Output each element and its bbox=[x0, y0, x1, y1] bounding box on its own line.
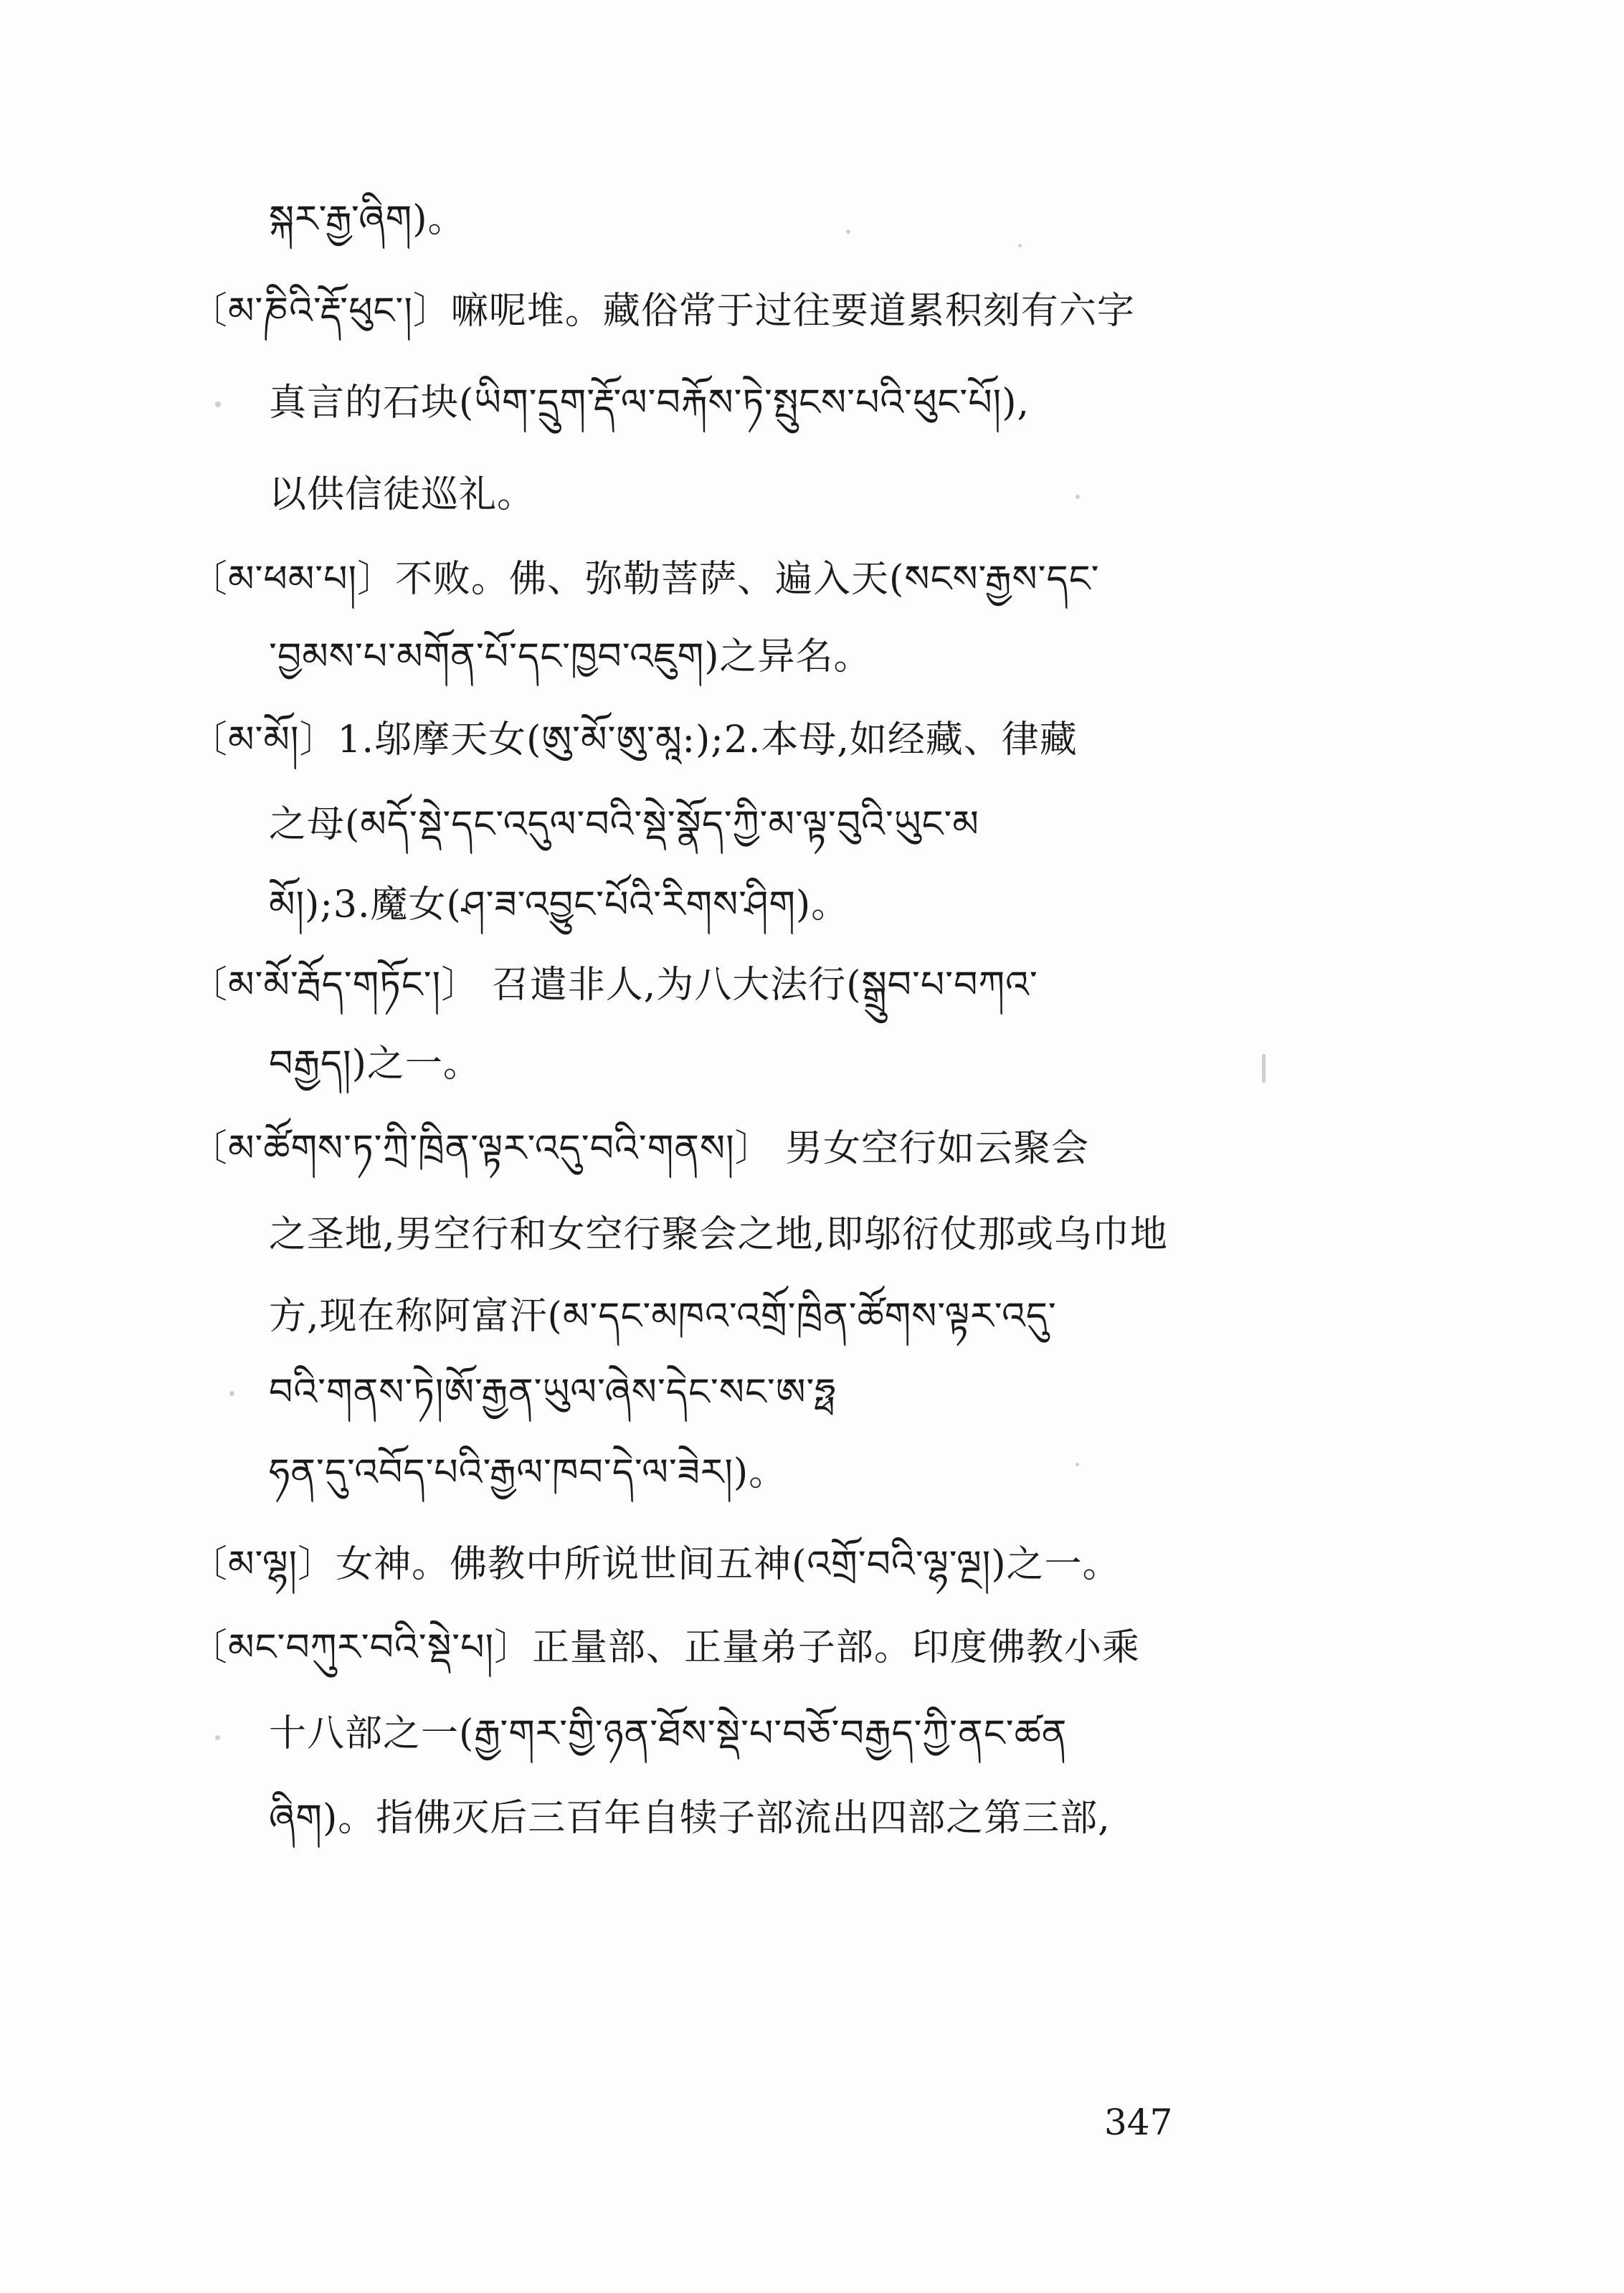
scan-speck bbox=[1075, 1463, 1079, 1466]
page-number: 347 bbox=[1104, 2102, 1173, 2143]
scan-speck bbox=[229, 1391, 234, 1396]
entry-headword-line: 〔མ་ཕམ་པ།〕不败。佛、弥勒菩萨、遍入天(སངས་རྒྱས་དང་ bbox=[190, 558, 1100, 601]
entry-headword-line: 〔མ་མོ་རྦོད་གཏོང་།〕 召遣非人,为八大法行(སྒྲུབ་པ་བཀའ་ bbox=[190, 964, 1038, 1007]
entry-continuation-line: 之母(མདོ་སྡེ་དང་འདུལ་བའི་སྡེ་སྣོད་ཀྱི་མ་ལྟ་བུའི་ཡུང་མ bbox=[269, 803, 979, 846]
entry-headword-line: 〔མ་ཎིའི་རྡོ་ཕུང་།〕嘛呢堆。藏俗常于过往要道累积刻有六字 bbox=[190, 290, 1135, 333]
entry-headword-line: 〔མ་མོ།〕1.邬摩天女(ཨུ་མོ་ཨུ་མཱ:);2.本母,如经藏、律藏 bbox=[190, 718, 1078, 761]
entry-continuation-line: 十八部之一(རྒྱ་གར་གྱི་ཉན་ཐོས་སྡེ་པ་བཅོ་བརྒྱད་ཀྱི་ནང་ཚན bbox=[269, 1712, 1068, 1755]
scan-speck bbox=[215, 402, 221, 407]
entry-continuation-line: ཧན་དུ་འབོད་པའི་རྒྱལ་ཁབ་དེ་ལ་ཟེར།)。 bbox=[269, 1451, 787, 1494]
entry-continuation-line: 真言的石块(ཡིག་དྲུག་རྡོ་ལ་བརྐོས་ཏེ་སྤུངས་པའི་ཕུང་པོ།), bbox=[269, 381, 1030, 424]
entry-continuation-line: ཞིག)。指佛灭后三百年自犊子部流出四部之第三部, bbox=[269, 1797, 1111, 1840]
scan-speck bbox=[215, 1735, 220, 1740]
scan-speck bbox=[1262, 1054, 1266, 1083]
entry-continuation-line: བརྒྱད།)之一。 bbox=[269, 1043, 481, 1086]
entry-continuation-line: 方,现在称阿富汗(མ་དང་མཁའ་འགྲོ་ཁྲིན་ཚོགས་ལྟར་འདུ་ bbox=[269, 1295, 1057, 1338]
entry-continuation-line: སྐར་རྒྱ་ཞིག)。 bbox=[269, 198, 466, 241]
entry-headword-line: 〔མང་བཀུར་བའི་སྡེ་པ།〕正量部、正量弟子部。印度佛教小乘 bbox=[190, 1626, 1141, 1669]
entry-continuation-line: 以供信徒巡礼。 bbox=[269, 473, 536, 516]
entry-continuation-line: ་བྱམས་པ་མགོན་པོ་དང་ཁྱབ་འཇུག)之异名。 bbox=[269, 635, 872, 678]
entry-continuation-line: མོ།);3.魔女(ཤ་ཟ་འབྱུང་པོའི་རིགས་ཤིག)。 bbox=[269, 883, 850, 926]
entry-headword-line: 〔མ་ལྷ།〕女神。佛教中所说世间五神(འགྲོ་བའི་ལྷ་ལྔ།)之一。 bbox=[190, 1543, 1121, 1586]
entry-headword-line: 〔མ་ཚོགས་ཏ་ཀྲི་ཁྲིན་ལྟར་འདུ་བའི་གནས།〕 男女空行如云聚会 bbox=[190, 1127, 1090, 1170]
scan-speck bbox=[1075, 495, 1080, 499]
scan-speck bbox=[1018, 244, 1022, 247]
entry-continuation-line: བའི་གནས་ཏེ།ཨོ་རྒྱན་ཡུལ་ཞེས་དེང་སང་ཨ་ཧྥ bbox=[269, 1371, 837, 1414]
entry-continuation-line: 之圣地,男空行和女空行聚会之地,即邬衍仗那或乌巾地 bbox=[269, 1213, 1169, 1256]
scan-speck bbox=[846, 229, 850, 234]
